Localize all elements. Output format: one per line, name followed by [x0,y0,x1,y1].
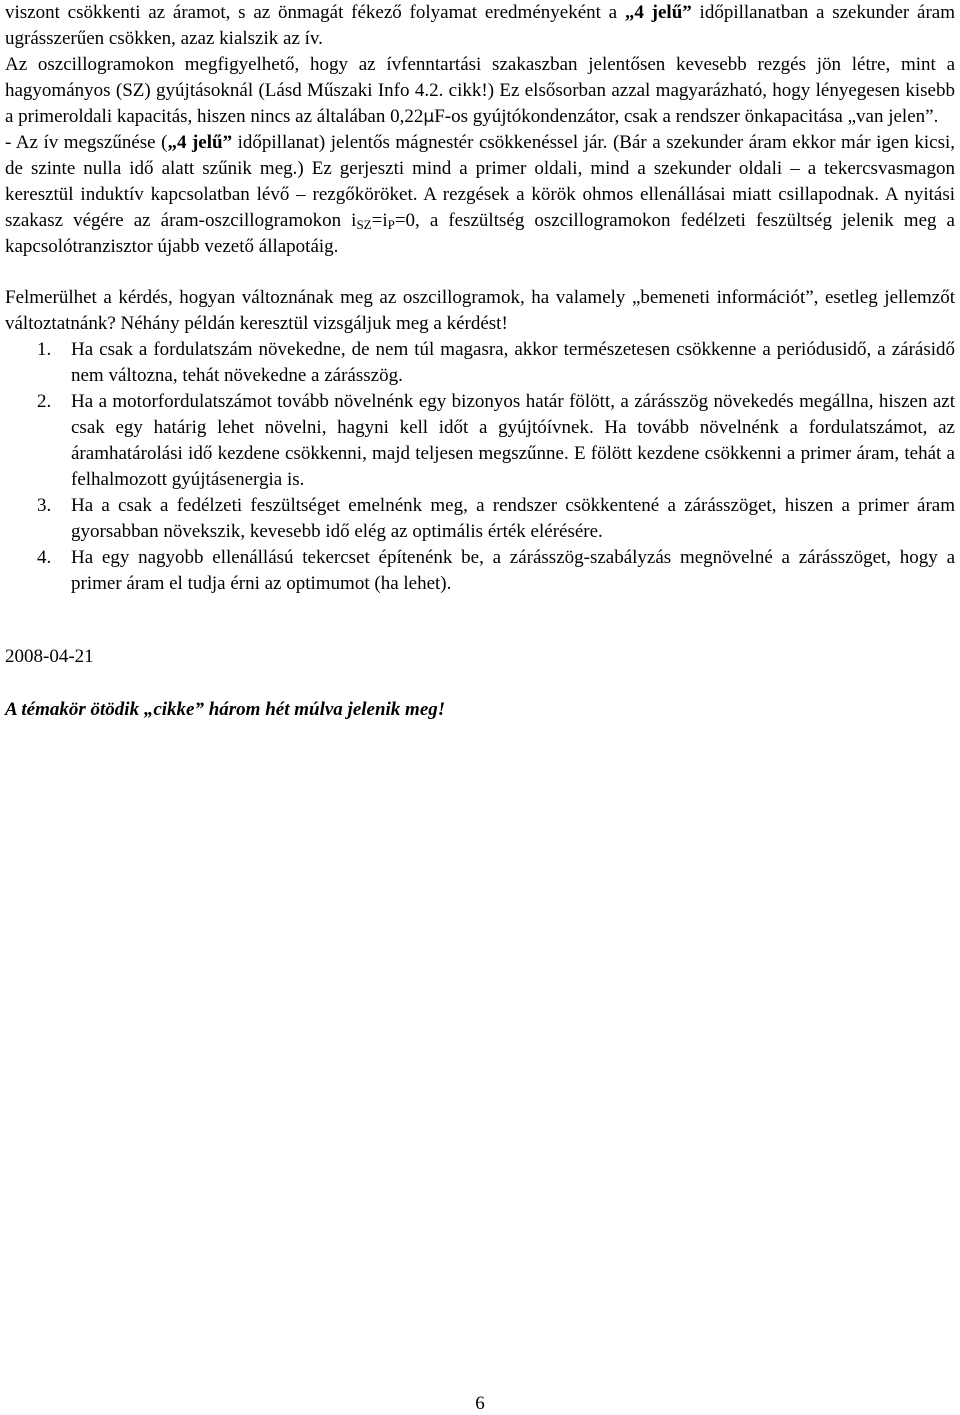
spacer [5,260,955,285]
paragraph-1: viszont csökkenti az áramot, s az önmagát fékező folyamat eredményeként a „4 jelű” időpillanatban a szekunder áram ugrásszerűen csökken, azaz kialszik az ív. [5,2,955,49]
footer-note: A témakör ötödik „cikke” három hét múlva jelenik meg! [5,699,446,720]
mu-symbol: μ [423,107,435,127]
list-item: 1. Ha csak a fordulatszám növekedne, de nem túl magasra, akkor természetesen csökkenne a periódusidő, a zárásidő nem változna, tehát növekedne a zárásszög. [37,339,955,386]
paragraph-4: Felmerülhet a kérdés, hogyan változnának meg az oszcillogramok, ha valamely „bemeneti információt”, esetleg jellemzőt változtatnánk? Néhány példán keresztül vizsgáljuk meg a kérdést! [5,287,955,334]
bold-label: „4 jelű” [624,2,692,23]
list-item: 2. Ha a motorfordulatszámot tovább növelnénk egy bizonyos határ fölött, a zárásszög növekedés megállna, hiszen azt csak egy határig lehet növelni, hagyni kell időt a gyújtóívnek. Ha tovább növelnénk a fordulatszámot, az áramhatárolási idő kezdene csökkenni, majd teljesen megszűnne. E fölött kezdene csökkenni a primer áram, tehát a felhalmozott gyújtásenergia is. [37,391,955,490]
paragraph-3: - Az ív megszűnése („4 jelű” időpillanat) jelentős mágnestér csökkenéssel jár. (Bár a szekunder áram ekkor már igen kicsi, de szinte nulla idő alatt szűnik meg.) Ez gerjeszti mind a primer oldali, mind a szekunder oldali – a tekercsvasmagon keresztül induktív kapcsolatban lévő – rezgőköröket. A rezgések a körök ohmos ellenállásai miatt csillapodnak. A nyitási szakasz végére az áram-oszcillogramokon $i_{SZ}=i_P=0$, a feszültség oszcillogramokon fedélzeti feszültség jelenik meg a kapcsolótranzisztor újabb vezető állapotáig. [5,132,955,257]
subscript-sz: SZ [356,217,372,232]
list-item: 4. Ha egy nagyobb ellenállású tekercset építenénk be, a zárásszög-szabályzás megnövelné a zárásszöget, hogy a primer áram el tudja érni az optimumot (ha lehet). [37,547,955,594]
page-number: 6 [475,1393,485,1414]
paragraph-2: Az oszcillogramokon megfigyelhető, hogy az ívfenntartási szakaszban jelentősen kevesebb rezgés jön létre, mint a hagyományos (SZ) gyújtásoknál (Lásd Műszaki Info 4.2. cikk!) Ez elsősorban azzal magyarázható, hogy lényegesen kisebb a primeroldali kapacitás, hiszen nincs az általában 0,22μF-os gyújtókondenzátor, csak a rendszer önkapacitása „van jelen”. [5,54,955,127]
numbered-list [5,337,955,597]
document-body [5,0,955,723]
spacer [5,597,955,622]
subscript-p: P [387,217,395,232]
list-item: 3. Ha a csak a fedélzeti feszültséget emelnénk meg, a rendszer csökkentené a zárásszöget, hiszen a primer áram gyorsabban növekszik, kevesebb idő elég az optimális érték elérésére. [37,495,955,542]
bold-label: „4 jelű” [167,132,233,153]
document-date: 2008-04-21 [5,646,94,667]
